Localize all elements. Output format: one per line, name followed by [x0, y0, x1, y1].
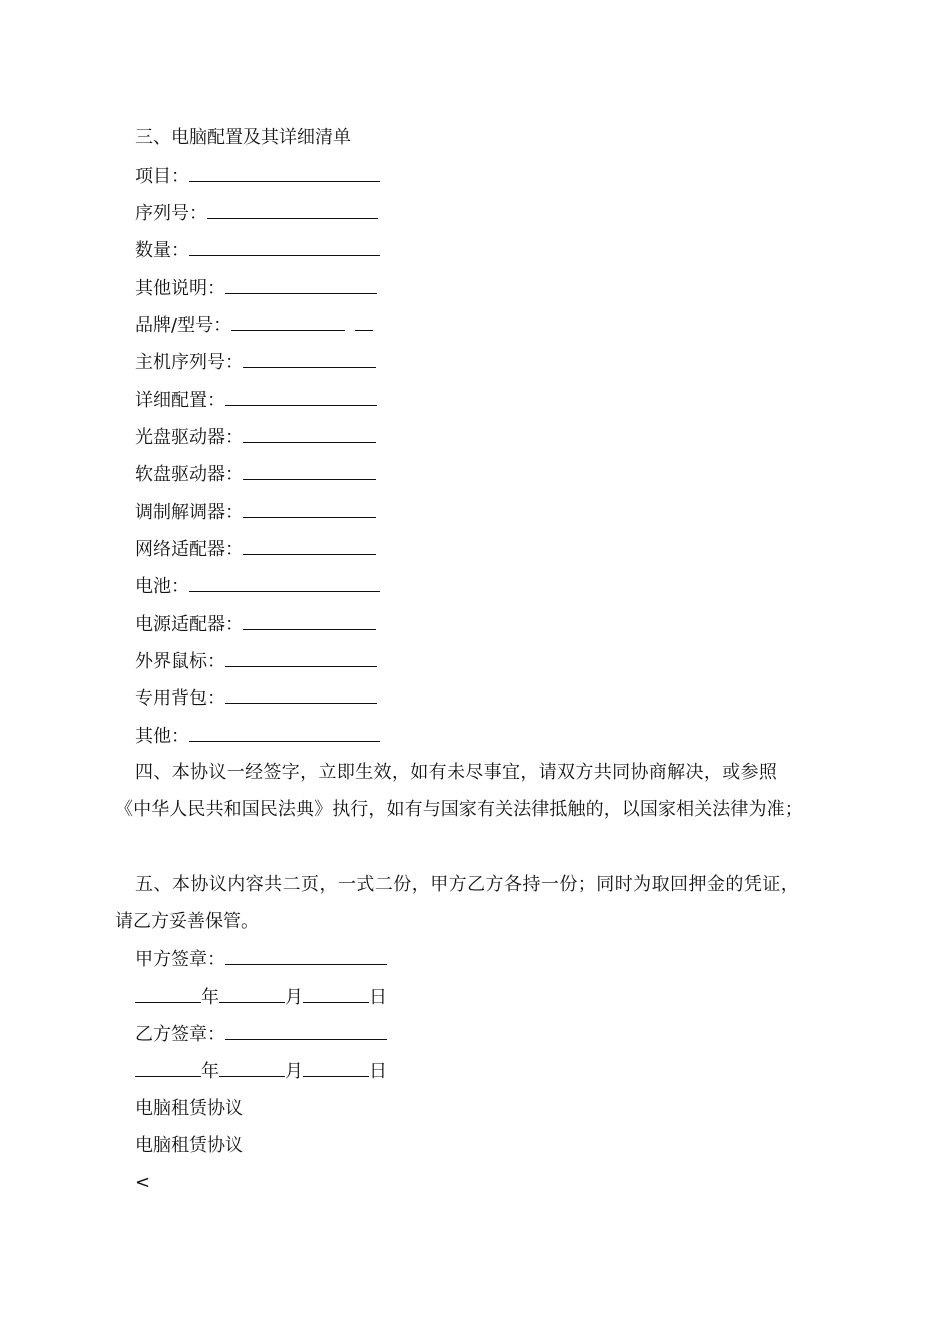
item-row-serial: [135, 201, 378, 226]
party-a-signature-row: [135, 947, 387, 972]
item-row-floppy-drive: [135, 462, 376, 487]
item-row-other-notes: [135, 276, 377, 301]
item-row-optical-drive: [135, 425, 376, 450]
item-label: 网络适配器：: [135, 539, 243, 560]
footer-mark: <: [135, 1172, 151, 1193]
fill-blank[interactable]: [243, 350, 376, 368]
party-b-date-row: [135, 1059, 387, 1084]
fill-blank[interactable]: [189, 574, 380, 592]
footer-title-2: 电脑租赁协议: [135, 1135, 243, 1156]
fill-blank[interactable]: [243, 500, 376, 518]
item-label: 专用背包：: [135, 688, 225, 709]
day-label: 日: [369, 987, 387, 1008]
item-row-power-adapter: [135, 612, 376, 637]
item-row-brand-model: [135, 313, 373, 338]
month-blank[interactable]: [219, 1059, 285, 1077]
year-blank[interactable]: [135, 985, 201, 1003]
fill-blank[interactable]: [225, 388, 377, 406]
item-label: 外界鼠标：: [135, 651, 225, 672]
item-row-detailed-config: [135, 388, 377, 413]
day-blank[interactable]: [303, 985, 369, 1003]
item-label: 主机序列号：: [135, 352, 243, 373]
item-label: 项目：: [135, 166, 189, 187]
item-row-external-mouse: [135, 649, 377, 674]
fill-blank[interactable]: [225, 649, 377, 667]
fill-blank[interactable]: [189, 724, 380, 742]
fill-blank[interactable]: [231, 313, 345, 331]
fill-blank[interactable]: [243, 537, 376, 555]
party-b-signature-blank[interactable]: [225, 1022, 387, 1040]
year-label: 年: [201, 1061, 219, 1082]
item-row-host-serial: [135, 350, 376, 375]
section5-line1: 五、本协议内容共二页，一式二份，甲方乙方各持一份；同时为取回押金的凭证，: [135, 874, 800, 895]
item-row-carry-bag: [135, 686, 377, 711]
year-blank[interactable]: [135, 1059, 201, 1077]
day-label: 日: [369, 1061, 387, 1082]
party-b-signature-label: 乙方签章：: [135, 1024, 225, 1045]
section4-line1: 四、本协议一经签字，立即生效，如有未尽事宜，请双方共同协商解决，或参照: [135, 762, 778, 783]
item-row-project: [135, 164, 380, 189]
month-label: 月: [285, 987, 303, 1008]
fill-blank[interactable]: [225, 276, 377, 294]
item-label: 调制解调器：: [135, 502, 243, 523]
item-row-network-adapter: [135, 537, 376, 562]
item-label: 其他：: [135, 726, 189, 747]
party-b-signature-row: [135, 1022, 387, 1047]
item-label: 数量：: [135, 240, 189, 261]
item-label: 电池：: [135, 576, 189, 597]
fill-blank[interactable]: [225, 686, 377, 704]
section3-heading: 三、电脑配置及其详细清单: [135, 127, 351, 148]
fill-blank[interactable]: [243, 462, 376, 480]
day-blank[interactable]: [303, 1059, 369, 1077]
month-label: 月: [285, 1061, 303, 1082]
item-label: 光盘驱动器：: [135, 427, 243, 448]
month-blank[interactable]: [219, 985, 285, 1003]
section4-line2: 《中华人民共和国民法典》执行，如有与国家有关法律抵触的，以国家相关法律为准；: [115, 799, 803, 820]
item-row-battery: [135, 574, 380, 599]
fill-blank[interactable]: [207, 201, 378, 219]
year-label: 年: [201, 987, 219, 1008]
party-a-signature-label: 甲方签章：: [135, 949, 225, 970]
item-label: 其他说明：: [135, 278, 225, 299]
item-label: 品牌/型号：: [135, 315, 232, 336]
fill-blank[interactable]: [355, 313, 373, 331]
fill-blank[interactable]: [243, 425, 376, 443]
item-label: 序列号：: [135, 203, 207, 224]
item-label: 软盘驱动器：: [135, 464, 243, 485]
fill-blank[interactable]: [243, 612, 376, 630]
fill-blank[interactable]: [189, 164, 380, 182]
party-a-date-row: [135, 985, 387, 1010]
fill-blank[interactable]: [189, 238, 380, 256]
item-label: 电源适配器：: [135, 614, 243, 635]
party-a-signature-blank[interactable]: [225, 947, 387, 965]
item-label: 详细配置：: [135, 390, 225, 411]
section5-line2: 请乙方妥善保管。: [115, 911, 259, 932]
item-row-other: [135, 724, 380, 749]
item-row-modem: [135, 500, 376, 525]
item-row-quantity: [135, 238, 380, 263]
footer-title-1: 电脑租赁协议: [135, 1098, 243, 1119]
